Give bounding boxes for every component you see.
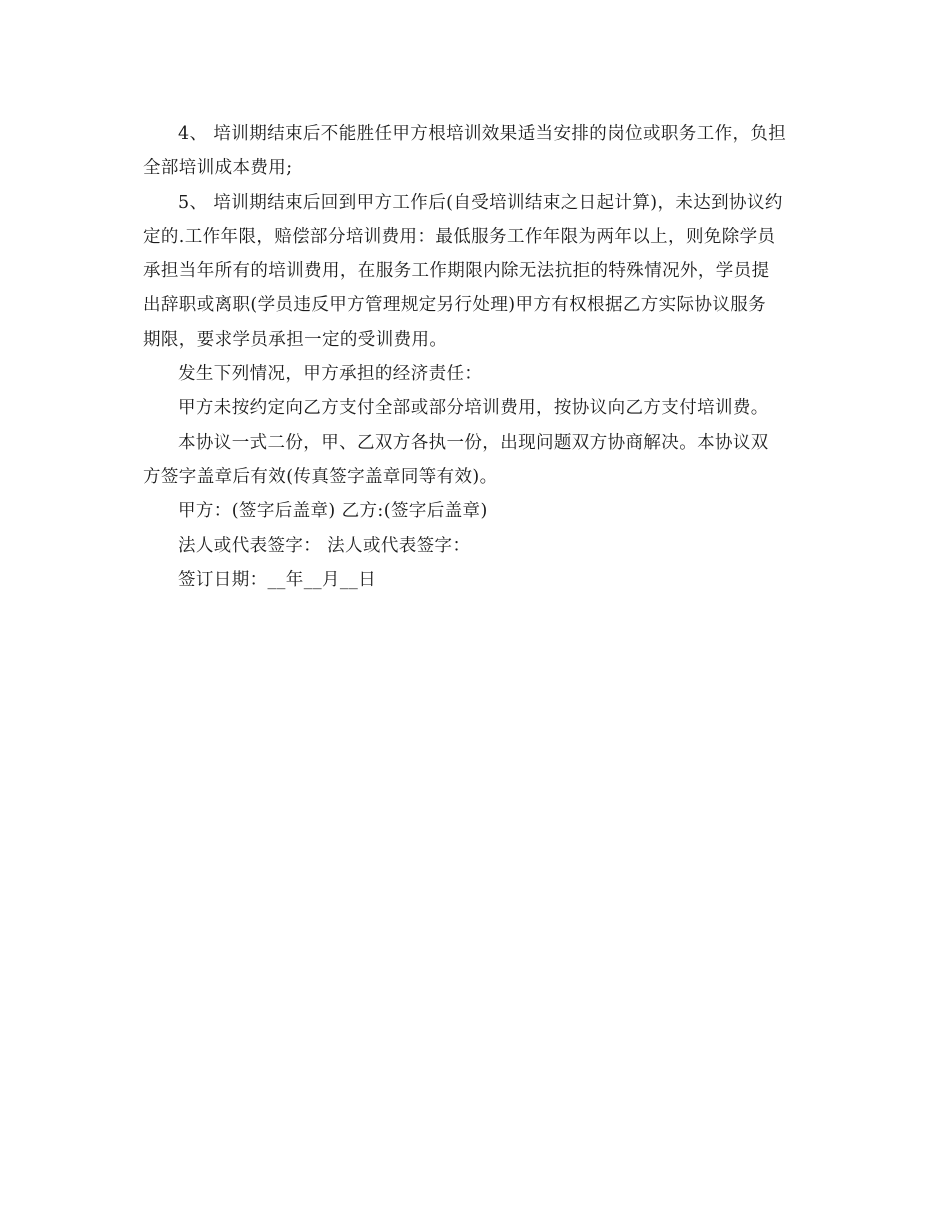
signing-date	[143, 563, 809, 597]
clause-5	[143, 186, 809, 357]
party-a-liability-heading	[143, 357, 809, 391]
clause-4	[143, 117, 809, 186]
agreement-copies-line-2: 方签字盖章后有效(传真签字盖章同等有效)。	[143, 466, 498, 487]
clause-5-line-5: 期限，要求学员承担一定的受训费用。	[143, 329, 448, 350]
agreement-copies-clause	[143, 426, 809, 495]
party-a-liability-item	[143, 391, 809, 425]
clause-4-line-2: 全部培训成本费用;	[143, 158, 293, 179]
document-body	[143, 117, 809, 597]
signature-parties-line: 甲方：(签字后盖章) 乙方:(签字后盖章)	[178, 501, 488, 522]
clause-5-line-1: 5、 培训期结束后回到甲方工作后(自受培训结束之日起计算)，未达到协议约	[178, 192, 783, 213]
clause-4-line-1: 4、 培训期结束后不能胜任甲方根培训效果适当安排的岗位或职务工作，负担	[178, 124, 787, 144]
agreement-copies-line-1: 本协议一式二份，甲、乙双方各执一份，出现问题双方协商解决。本协议双	[178, 432, 769, 453]
party-a-liability-item-line: 甲方未按约定向乙方支付全部或部分培训费用，按协议向乙方支付培训费。	[178, 398, 769, 419]
signature-parties	[143, 494, 809, 528]
legal-representative-line: 法人或代表签字： 法人或代表签字：	[178, 535, 471, 556]
legal-representative-signatures	[143, 529, 809, 563]
signing-date-line: 签订日期：__年__月__日	[178, 569, 377, 590]
party-a-liability-heading-line: 发生下列情况，甲方承担的经济责任：	[178, 364, 483, 385]
clause-5-line-3: 承担当年所有的培训费用，在服务工作期限内除无法抗拒的特殊情况外，学员提	[143, 261, 770, 282]
clause-5-line-2: 定的.工作年限，赔偿部分培训费用：最低服务工作年限为两年以上，则免除学员	[143, 226, 776, 247]
clause-5-line-4: 出辞职或离职(学员违反甲方管理规定另行处理)甲方有权根据乙方实际协议服务	[143, 295, 767, 316]
